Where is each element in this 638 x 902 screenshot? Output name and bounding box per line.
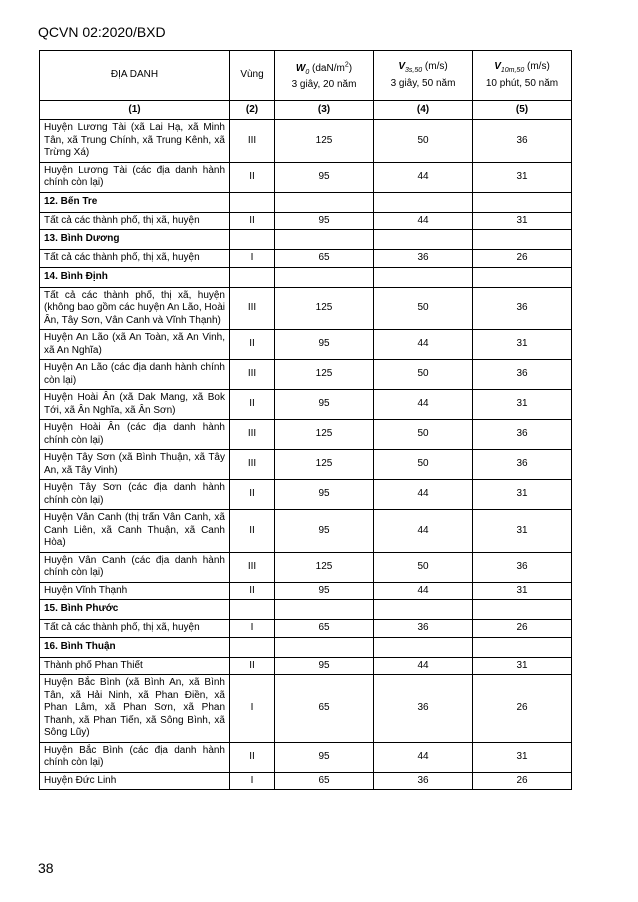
empty-cell [473,230,572,250]
column-header-place-name: ĐỊA DANH [40,51,230,101]
empty-cell [473,192,572,212]
section-heading-row [40,192,572,212]
table-row [40,552,572,582]
v10m-cell: 31 [473,510,572,553]
column-number: (1) [40,101,230,120]
empty-cell [275,637,374,657]
table-row [40,330,572,360]
table-row [40,162,572,192]
w0-cell: 95 [275,162,374,192]
table-header-row [40,51,572,101]
w0-cell: 95 [275,510,374,553]
place-name-cell: Huyện Lương Tài (các địa danh hành chính còn lại) [40,162,230,192]
place-name-cell: Huyện Hoài Ân (các địa danh hành chính còn lại) [40,420,230,450]
table-row [40,250,572,268]
v10m-cell: 31 [473,582,572,600]
v10m-cell: 26 [473,772,572,790]
document-code: QCVN 02:2020/BXD [38,24,166,40]
section-title: 12. Bến Tre [40,192,230,212]
table-row [40,582,572,600]
v3s-cell: 50 [374,420,473,450]
place-name-cell: Huyện Vân Canh (thị trấn Vân Canh, xã Canh Liên, xã Canh Thuận, xã Canh Hòa) [40,510,230,553]
region-cell: II [230,742,275,772]
place-name-cell: Huyện Tây Sơn (các địa danh hành chính còn lại) [40,480,230,510]
v3s-cell: 50 [374,450,473,480]
w0-cell: 95 [275,390,374,420]
empty-cell [230,637,275,657]
table-row [40,675,572,743]
region-cell: III [230,287,275,330]
section-heading-row [40,267,572,287]
region-cell: II [230,162,275,192]
w0-cell: 65 [275,620,374,638]
place-name-cell: Huyện Đức Linh [40,772,230,790]
v10m-cell: 36 [473,552,572,582]
w0-cell: 95 [275,742,374,772]
region-cell: I [230,675,275,743]
v10m-cell: 31 [473,212,572,230]
v10m-cell: 36 [473,450,572,480]
v10m-cell: 26 [473,620,572,638]
column-number: (5) [473,101,572,120]
region-cell: I [230,620,275,638]
region-cell: III [230,552,275,582]
empty-cell [374,600,473,620]
w0-cell: 95 [275,330,374,360]
table-row [40,510,572,553]
w0-cell: 65 [275,772,374,790]
v3s-cell: 44 [374,390,473,420]
v3s-cell: 36 [374,250,473,268]
column-number: (2) [230,101,275,120]
v3s-cell: 44 [374,582,473,600]
v3s-cell: 44 [374,742,473,772]
v10m-cell: 36 [473,120,572,163]
place-name-cell: Huyện An Lão (xã An Toàn, xã An Vinh, xã An Nghĩa) [40,330,230,360]
place-name-cell: Thành phố Phan Thiết [40,657,230,675]
section-title: 14. Bình Định [40,267,230,287]
empty-cell [275,230,374,250]
w0-cell: 65 [275,250,374,268]
page-number: 38 [38,860,54,876]
v3s-cell: 36 [374,620,473,638]
table-row [40,120,572,163]
v3s-cell: 44 [374,657,473,675]
v3s-cell: 50 [374,552,473,582]
region-cell: I [230,250,275,268]
v3s-cell: 44 [374,330,473,360]
empty-cell [275,192,374,212]
empty-cell [230,230,275,250]
table-row [40,742,572,772]
empty-cell [374,267,473,287]
section-title: 13. Bình Dương [40,230,230,250]
wind-pressure-table [39,50,572,790]
place-name-cell: Huyện Vĩnh Thạnh [40,582,230,600]
v10m-cell: 31 [473,390,572,420]
v10m-cell: 26 [473,675,572,743]
w0-cell: 125 [275,360,374,390]
region-cell: II [230,330,275,360]
place-name-cell: Tất cả các thành phố, thị xã, huyện (không bao gồm các huyện An Lão, Hoài Ân, Tây Sơn, Vân Canh và Vĩnh Thạnh) [40,287,230,330]
place-name-cell: Huyện Bắc Bình (các địa danh hành chính còn lại) [40,742,230,772]
table-row [40,620,572,638]
place-name-cell: Huyện Hoài Ân (xã Dak Mang, xã Bok Tới, xã Ân Nghĩa, xã Ân Sơn) [40,390,230,420]
v3s-cell: 50 [374,360,473,390]
v10m-cell: 36 [473,287,572,330]
v10m-cell: 26 [473,250,572,268]
column-header-w0: $W_0$ $(daN/m^2)$ 3 giây, 20 năm [275,51,374,101]
region-cell: II [230,212,275,230]
region-cell: II [230,657,275,675]
v3s-cell: 44 [374,510,473,553]
place-name-cell: Tất cả các thành phố, thị xã, huyện [40,250,230,268]
table-row [40,420,572,450]
v10m-cell: 36 [473,420,572,450]
empty-cell [275,600,374,620]
table-row [40,360,572,390]
section-heading-row [40,637,572,657]
empty-cell [374,637,473,657]
v10m-cell: 36 [473,360,572,390]
table-row [40,480,572,510]
w0-cell: 125 [275,420,374,450]
empty-cell [230,267,275,287]
v10m-cell: 31 [473,480,572,510]
w0-cell: 95 [275,657,374,675]
v3s-cell: 36 [374,772,473,790]
region-cell: II [230,582,275,600]
table-row [40,212,572,230]
v10m-cell: 31 [473,742,572,772]
region-cell: II [230,390,275,420]
w0-cell: 95 [275,212,374,230]
v3s-cell: 44 [374,162,473,192]
table-row [40,772,572,790]
w0-cell: 125 [275,120,374,163]
region-cell: III [230,450,275,480]
region-cell: III [230,420,275,450]
v10m-cell: 31 [473,657,572,675]
place-name-cell: Huyện Lương Tài (xã Lai Hạ, xã Minh Tân, xã Trung Chính, xã Trung Kênh, xã Trừng Xá) [40,120,230,163]
column-header-v10m: $V_{10m,50}$ (m/s) 10 phút, 50 năm [473,51,572,101]
table-body [40,120,572,790]
region-cell: I [230,772,275,790]
v10m-cell: 31 [473,162,572,192]
section-title: 15. Bình Phước [40,600,230,620]
table-row [40,450,572,480]
empty-cell [473,600,572,620]
v10m-cell: 31 [473,330,572,360]
empty-cell [473,267,572,287]
empty-cell [275,267,374,287]
v3s-cell: 44 [374,480,473,510]
region-cell: II [230,480,275,510]
empty-cell [374,230,473,250]
table-row [40,287,572,330]
region-cell: II [230,510,275,553]
section-title: 16. Bình Thuận [40,637,230,657]
v3s-cell: 36 [374,675,473,743]
w0-cell: 125 [275,450,374,480]
section-heading-row [40,230,572,250]
w0-cell: 125 [275,552,374,582]
empty-cell [473,637,572,657]
place-name-cell: Huyện An Lão (các địa danh hành chính còn lại) [40,360,230,390]
place-name-cell: Huyện Vân Canh (các địa danh hành chính còn lại) [40,552,230,582]
place-name-cell: Huyện Bắc Bình (xã Bình An, xã Bình Tân, xã Hải Ninh, xã Phan Điền, xã Phan Lâm, xã Phan Sơn, xã Phan Thanh, xã Phan Tiến, xã Sông Bình, xã Sông Lũy) [40,675,230,743]
column-header-v3s: $V_{3s,50}$ (m/s) 3 giây, 50 năm [374,51,473,101]
place-name-cell: Huyện Tây Sơn (xã Bình Thuận, xã Tây An, xã Tây Vinh) [40,450,230,480]
region-cell: III [230,360,275,390]
v3s-cell: 50 [374,287,473,330]
w0-cell: 95 [275,480,374,510]
table-row [40,657,572,675]
empty-cell [230,192,275,212]
column-header-region: Vùng [230,51,275,101]
table-row [40,390,572,420]
column-number: (4) [374,101,473,120]
v3s-cell: 44 [374,212,473,230]
w0-cell: 125 [275,287,374,330]
column-number-row [40,101,572,120]
v3s-cell: 50 [374,120,473,163]
empty-cell [374,192,473,212]
empty-cell [230,600,275,620]
place-name-cell: Tất cả các thành phố, thị xã, huyện [40,212,230,230]
w0-cell: 65 [275,675,374,743]
place-name-cell: Tất cả các thành phố, thị xã, huyện [40,620,230,638]
column-number: (3) [275,101,374,120]
w0-cell: 95 [275,582,374,600]
region-cell: III [230,120,275,163]
section-heading-row [40,600,572,620]
